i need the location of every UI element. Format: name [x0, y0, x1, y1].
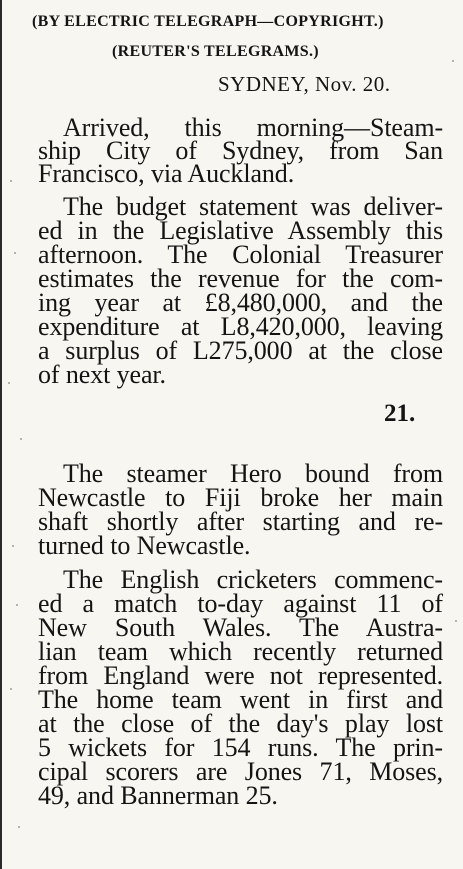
column-rule — [0, 0, 2, 869]
dateline: SYDNEY, Nov. 20. — [218, 72, 391, 96]
text-line: Francisco, via Auckland. — [38, 159, 295, 188]
text-line: afternoon. The Colonial Treasurer — [38, 240, 443, 269]
print-speck — [20, 438, 22, 440]
header-line-electric-telegraph: (BY ELECTRIC TELEGRAPH—COPYRIGHT.) — [32, 13, 384, 30]
text-line: ship City of Sydney, from San — [38, 136, 443, 165]
print-speck — [455, 620, 457, 622]
print-speck — [10, 688, 12, 690]
text-line: a surplus of L275,000 at the close — [38, 336, 443, 365]
text-line: 49, and Bannerman 25. — [38, 781, 278, 810]
text-line: The steamer Hero bound from — [63, 459, 443, 488]
text-line: The budget statement was deliver- — [63, 192, 443, 221]
text-line: The home team went in first and — [38, 685, 443, 714]
text-line: at the close of the day's play lost — [38, 709, 443, 738]
header-line-reuters: (REUTER'S TELEGRAMS.) — [112, 43, 319, 60]
text-line: ed a match to-day against 11 of — [38, 589, 443, 618]
text-line: of next year. — [38, 360, 166, 389]
text-line: cipal scorers are Jones 71, Moses, — [38, 757, 443, 786]
text-line: The English cricketers commenc- — [63, 565, 443, 594]
print-speck — [12, 545, 14, 547]
text-line: estimates the revenue for the com- — [38, 264, 443, 293]
print-speck — [16, 604, 18, 606]
print-speck — [14, 252, 16, 254]
text-line: shaft shortly after starting and re- — [38, 507, 443, 536]
text-line: 5 wickets for 154 runs. The prin- — [38, 733, 443, 762]
text-line: New South Wales. The Austra- — [38, 613, 443, 642]
text-line: Newcastle to Fiji broke her main — [38, 483, 443, 512]
print-speck — [18, 826, 20, 828]
print-speck — [10, 180, 12, 182]
section-number: 21. — [384, 400, 416, 427]
text-line: ing year at £8,480,000, and the — [38, 288, 443, 317]
text-line: from England were not represented. — [38, 661, 443, 690]
print-speck — [452, 60, 454, 62]
text-line: expenditure at L8,420,000, leaving — [38, 312, 443, 341]
text-line: Arrived, this morning—Steam- — [63, 113, 443, 142]
text-line: turned to Newcastle. — [38, 531, 251, 560]
print-speck — [8, 382, 10, 384]
text-line: ed in the Legislative Assembly this — [38, 216, 443, 245]
text-line: lian team which recently returned — [38, 637, 443, 666]
